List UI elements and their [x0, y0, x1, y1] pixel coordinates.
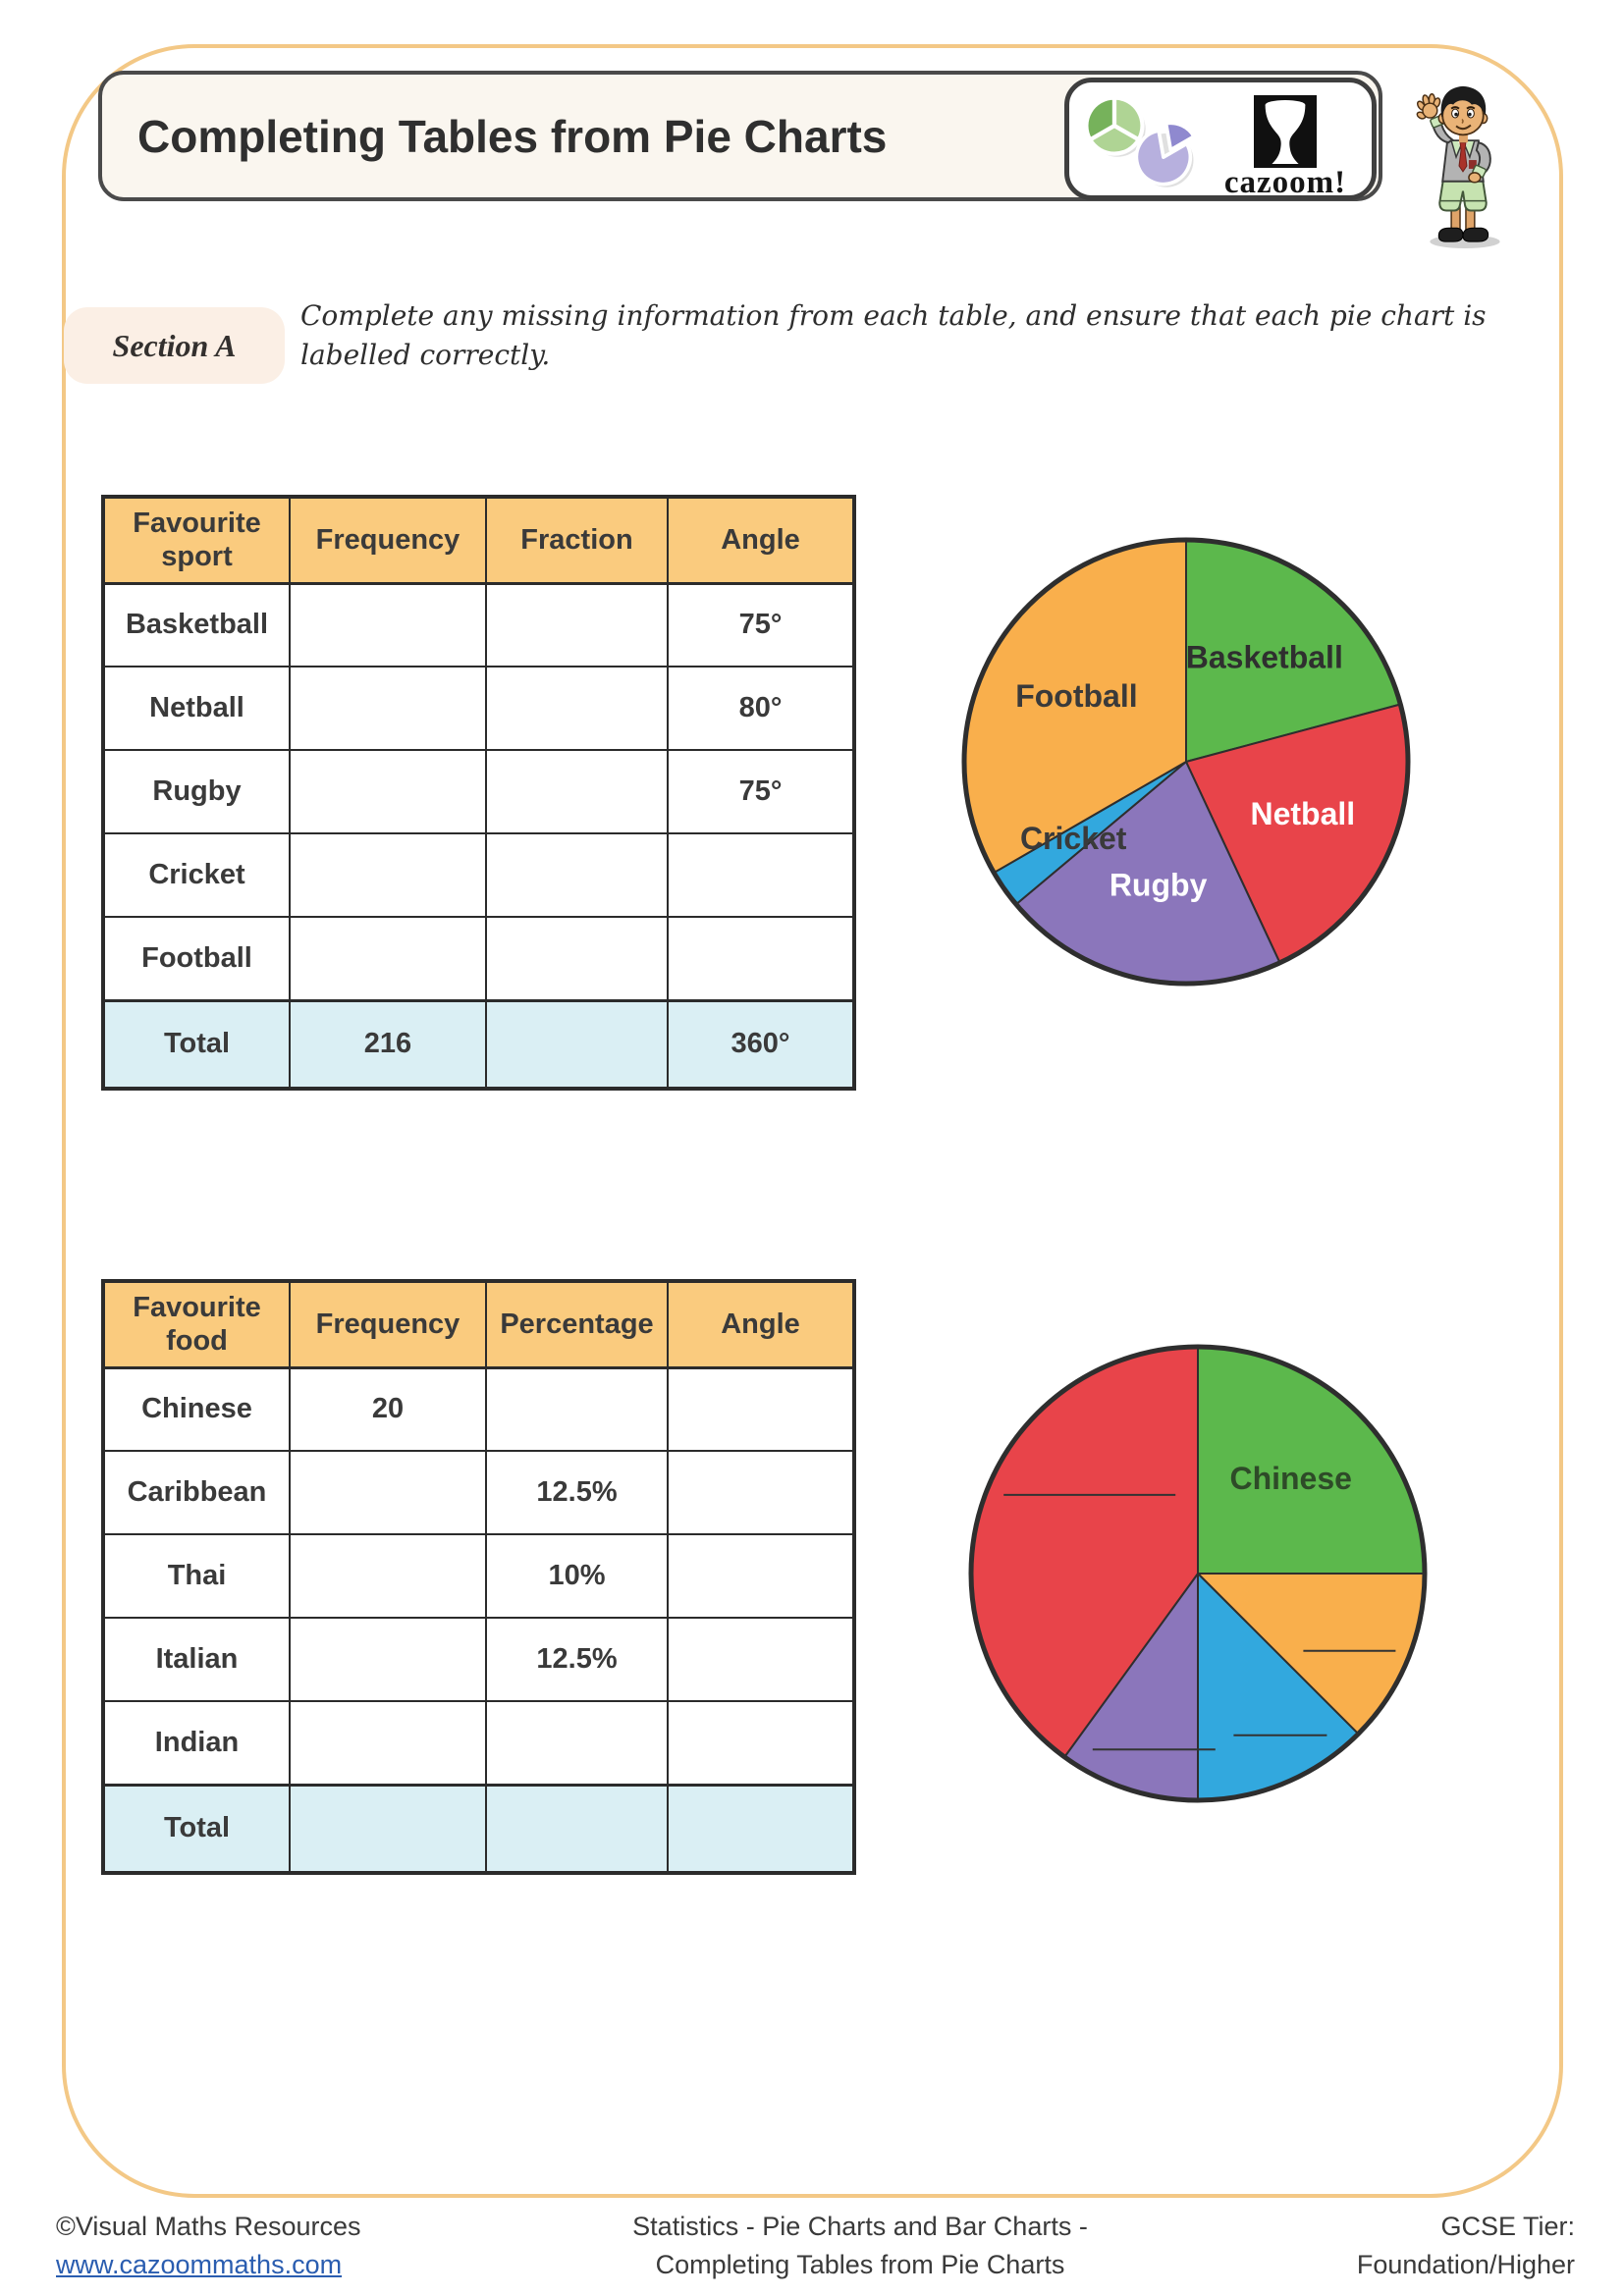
cazoom-logo-text: cazoom!: [1223, 165, 1347, 200]
empty-answer-cell: [668, 917, 854, 1000]
row-label-cell: Cricket: [103, 833, 290, 917]
empty-answer-cell: [486, 1785, 668, 1873]
table-row: [103, 833, 854, 917]
table-row: [103, 1367, 854, 1451]
total-row: [103, 1000, 854, 1089]
empty-answer-cell: [668, 1701, 854, 1785]
total-label-cell: Total: [103, 1000, 290, 1089]
section-a-label: Section A: [112, 328, 237, 363]
empty-answer-cell: [290, 1451, 486, 1534]
table-row: [103, 1534, 854, 1618]
pie-label-basketball: Basketball: [1185, 639, 1343, 675]
row-label-cell: Indian: [103, 1701, 290, 1785]
pie-label-football: Football: [1015, 678, 1138, 715]
favourite-food-pie-chart: [943, 1318, 1453, 1829]
cell-value: 10%: [486, 1534, 668, 1618]
favourite-sport-pie-chart: [931, 507, 1441, 1017]
cazoom-drum-icon: [1254, 95, 1317, 168]
student-character-illustration: [1406, 77, 1516, 251]
column-header-fraction: Fraction: [486, 497, 668, 583]
empty-answer-cell: [486, 667, 668, 750]
empty-answer-cell: [290, 1701, 486, 1785]
pie-label-cricket: Cricket: [1019, 820, 1127, 856]
cell-value: 20: [290, 1367, 486, 1451]
cell-value: 80°: [668, 667, 854, 750]
empty-answer-cell: [668, 1451, 854, 1534]
column-header-angle: Angle: [668, 497, 854, 583]
total-label-cell: Total: [103, 1785, 290, 1873]
page-title: Completing Tables from Pie Charts: [137, 110, 888, 162]
row-label-cell: Rugby: [103, 750, 290, 833]
footer-topic-line1: Statistics - Pie Charts and Bar Charts -: [632, 2212, 1088, 2241]
table-row: [103, 667, 854, 750]
pie-label-chinese: Chinese: [1229, 1460, 1352, 1496]
row-label-cell: Netball: [103, 667, 290, 750]
cazoommaths-link[interactable]: www.cazoommaths.com: [56, 2250, 343, 2279]
row-label-cell: Italian: [103, 1618, 290, 1701]
empty-answer-cell: [668, 833, 854, 917]
row-label-cell: Football: [103, 917, 290, 1000]
row-label-cell: Chinese: [103, 1367, 290, 1451]
section-instruction: Complete any missing information from each table, and ensure that each pie chart is labelled correctly.: [300, 299, 1487, 371]
footer-topic-line2: Completing Tables from Pie Charts: [655, 2250, 1065, 2279]
empty-answer-cell: [668, 1367, 854, 1451]
empty-answer-cell: [486, 1367, 668, 1451]
purple-pie-icon: [1128, 118, 1203, 192]
section-a-badge: [64, 307, 285, 384]
table-row: [103, 917, 854, 1000]
table-row: [103, 1618, 854, 1701]
total-value: 360°: [668, 1000, 854, 1089]
column-header-favourite-food: Favourite food: [103, 1281, 290, 1367]
column-header-favourite-sport: Favourite sport: [103, 497, 290, 583]
pie-label-netball: Netball: [1250, 795, 1356, 831]
total-value: 216: [290, 1000, 486, 1089]
empty-answer-cell: [290, 1618, 486, 1701]
table-row: [103, 1451, 854, 1534]
favourite-food-table: [101, 1279, 856, 1875]
empty-answer-cell: [486, 1000, 668, 1089]
table-row: [103, 583, 854, 667]
copyright-text: ©Visual Maths Resources: [56, 2212, 361, 2241]
empty-answer-cell: [290, 667, 486, 750]
footer-left: [56, 2208, 361, 2284]
cell-value: 12.5%: [486, 1451, 668, 1534]
empty-answer-cell: [290, 750, 486, 833]
empty-answer-cell: [290, 1534, 486, 1618]
empty-answer-cell: [290, 583, 486, 667]
column-header-angle: Angle: [668, 1281, 854, 1367]
gcse-tier-label: GCSE Tier:: [1440, 2212, 1575, 2241]
empty-answer-cell: [290, 1785, 486, 1873]
favourite-sport-table: [101, 495, 856, 1091]
column-header-percentage: Percentage: [486, 1281, 668, 1367]
pie-label-rugby: Rugby: [1109, 867, 1208, 903]
footer-center: [536, 2208, 1184, 2284]
empty-answer-cell: [668, 1785, 854, 1873]
cell-value: 75°: [668, 583, 854, 667]
column-header-frequency: Frequency: [290, 497, 486, 583]
table-row: [103, 1701, 854, 1785]
table-row: [103, 750, 854, 833]
empty-answer-cell: [668, 1534, 854, 1618]
gcse-tier-value: Foundation/Higher: [1356, 2250, 1575, 2279]
title-box: [98, 71, 1382, 201]
footer-right: [1229, 2208, 1575, 2284]
row-label-cell: Caribbean: [103, 1451, 290, 1534]
empty-answer-cell: [290, 833, 486, 917]
row-label-cell: Basketball: [103, 583, 290, 667]
column-header-frequency: Frequency: [290, 1281, 486, 1367]
empty-answer-cell: [486, 750, 668, 833]
empty-answer-cell: [486, 833, 668, 917]
empty-answer-cell: [486, 583, 668, 667]
empty-answer-cell: [486, 917, 668, 1000]
cell-value: 75°: [668, 750, 854, 833]
total-row: [103, 1785, 854, 1873]
cell-value: 12.5%: [486, 1618, 668, 1701]
cazoom-logo-badge: [1064, 78, 1377, 200]
empty-answer-cell: [668, 1618, 854, 1701]
row-label-cell: Thai: [103, 1534, 290, 1618]
empty-answer-cell: [290, 917, 486, 1000]
empty-answer-cell: [486, 1701, 668, 1785]
